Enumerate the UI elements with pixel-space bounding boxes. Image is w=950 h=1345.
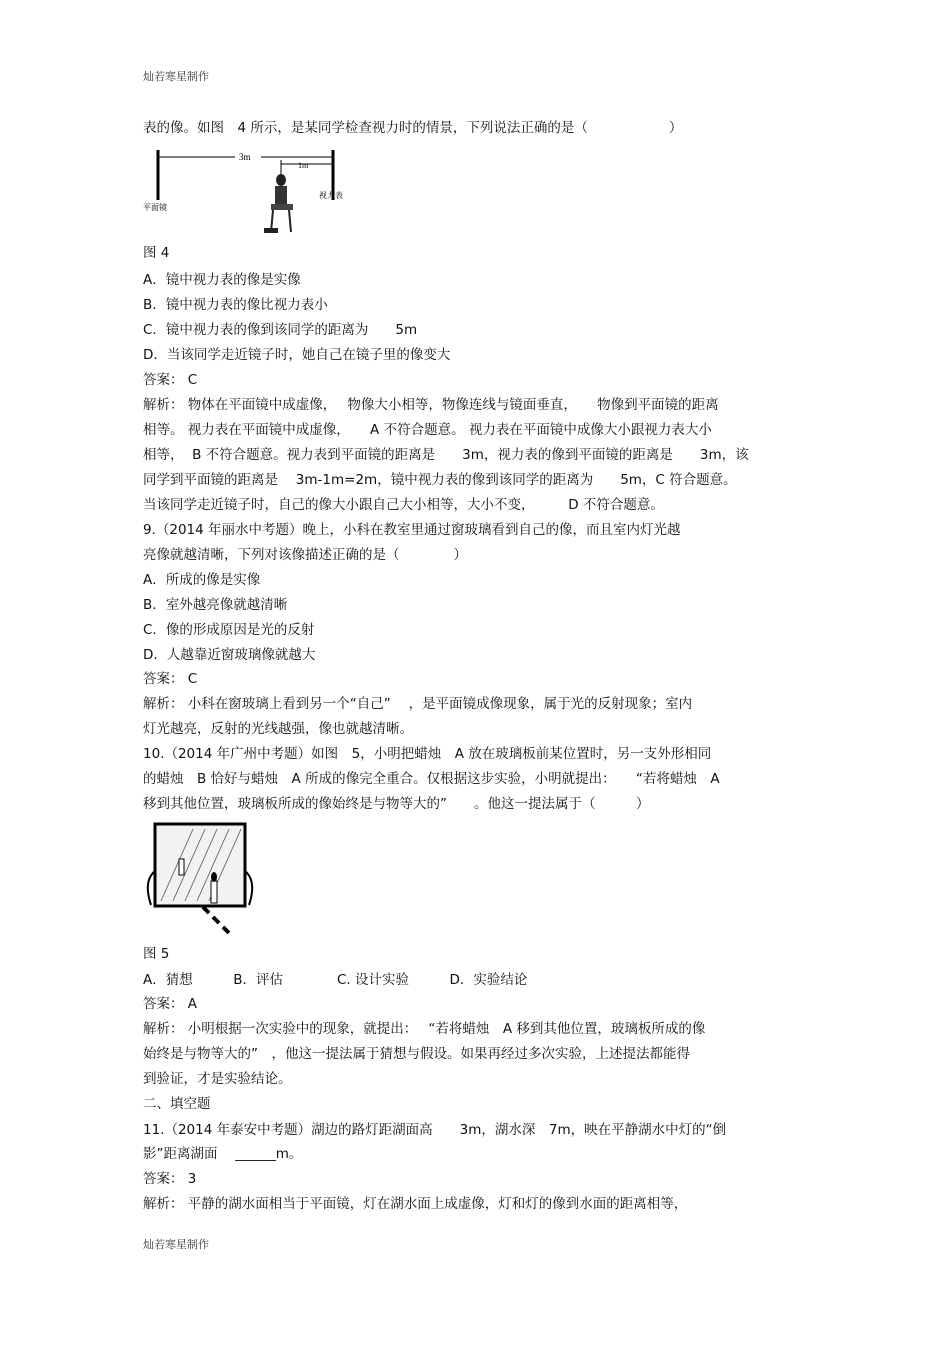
figure-4: [143, 144, 363, 240]
option-a: A．镜中视力表的像是实像: [143, 272, 301, 288]
figure-caption: 图 5: [143, 946, 170, 962]
answer: 答案： C: [143, 671, 198, 687]
label-mirror: 平面镜: [143, 203, 167, 212]
text-line: 亮像就越清晰，下列对该像描述正确的是（ ）: [143, 547, 467, 563]
answer: 答案： C: [143, 372, 198, 388]
options-row: A．猜想 B．评估 C. 设计实验 D．实验结论: [143, 972, 528, 988]
figure-caption: 图 4: [143, 245, 170, 261]
section-heading: 二、填空题: [143, 1096, 211, 1112]
option-c: C．像的形成原因是光的反射: [143, 622, 315, 638]
text-line: 解析： 物体在平面镜中成虚像， 物像大小相等，物像连线与镜面垂直， 物像到平面镜的距离: [143, 397, 719, 413]
text-line: 的蜡烛 B 恰好与蜡烛 A 所成的像完全重合。仅根据这步实验，小明就提出： “若将蜡烛 A: [143, 771, 720, 787]
figure-5: [143, 821, 258, 936]
answer: 答案： 3: [143, 1171, 197, 1187]
option-a: A．所成的像是实像: [143, 572, 261, 588]
option-c: C．镜中视力表的像到该同学的距离为 5m: [143, 322, 418, 338]
text-line: 影”距离湖面 ______m。: [143, 1146, 303, 1162]
text-line: 解析： 平静的湖水面相当于平面镜，灯在湖水面上成虚像，灯和灯的像到水面的距离相等，: [143, 1196, 688, 1212]
option-d: D．人越靠近窗玻璃像就越大: [143, 647, 316, 663]
option-b: B．室外越亮像就越清晰: [143, 597, 288, 613]
answer: 答案： A: [143, 996, 198, 1012]
text-line: 解析： 小明根据一次实验中的现象，就提出： “若将蜡烛 A 移到其他位置，玻璃板所成的像: [143, 1021, 706, 1037]
text-line: 始终是与物等大的” ，他这一提法属于猜想与假设。如果再经过多次实验，上述提法都能得: [143, 1046, 690, 1062]
text-line: 解析： 小科在窗玻璃上看到另一个“自己” ，是平面镜成像现象，属于光的反射现象；室内: [143, 696, 693, 712]
question-11: 11.（2014 年泰安中考题）湖边的路灯距湖面高 3m，湖水深 7m，映在平静湖水中灯的“倒: [143, 1122, 727, 1138]
text-line: 灯光越亮，反射的光线越强，像也就越清晰。: [143, 721, 413, 737]
label-eye-chart: 视力表: [319, 191, 343, 200]
label-3m: 3m: [239, 152, 251, 162]
label-1m: 1m: [298, 161, 309, 170]
text-line: 到验证，才是实验结论。: [143, 1071, 292, 1087]
option-d: D．当该同学走近镜子时，她自己在镜子里的像变大: [143, 347, 451, 363]
text-line: 当该同学走近镜子时，自己的像大小跟自己大小相等，大小不变， D 不符合题意。: [143, 497, 664, 513]
text-line: 表的像。如图 4 所示，是某同学检查视力时的情景，下列说法正确的是（ ）: [143, 120, 683, 136]
student-figure: [264, 174, 293, 233]
text-line: 同学到平面镜的距离是 3m-1m=2m，镜中视力表的像到该同学的距离为 5m，C 符合题意。: [143, 472, 737, 488]
text-line: 相等。 视力表在平面镜中成虚像， A 不符合题意。 视力表在平面镜中成像大小跟视力表大小: [143, 422, 712, 438]
text-line: 移到其他位置，玻璃板所成的像始终是与物等大的” 。他这一提法属于（ ）: [143, 796, 650, 812]
page-header: 灿若寒星制作: [143, 70, 209, 83]
text-line: 相等， B 不符合题意。视力表到平面镜的距离是 3m，视力表的像到平面镜的距离是 3m，该: [143, 447, 749, 463]
option-b: B．镜中视力表的像比视力表小: [143, 297, 328, 313]
question-10: 10.（2014 年广州中考题）如图 5，小明把蜡烛 A 放在玻璃板前某位置时，另一支外形相同: [143, 746, 712, 762]
question-9: 9.（2014 年丽水中考题）晚上，小科在教室里通过窗玻璃看到自己的像，而且室内灯光越: [143, 522, 681, 538]
page-footer: 灿若寒星制作: [143, 1238, 209, 1251]
